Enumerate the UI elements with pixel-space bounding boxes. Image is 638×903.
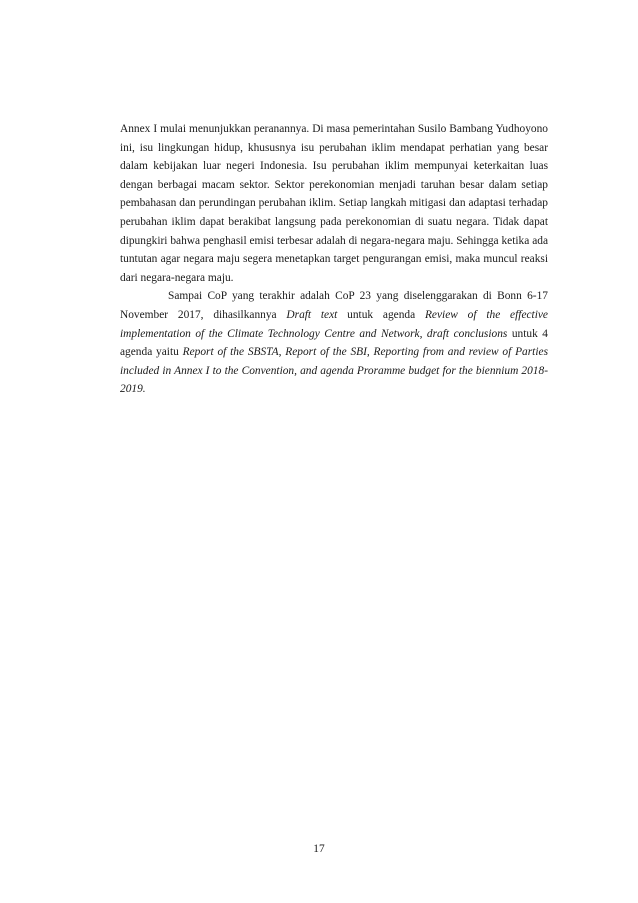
paragraph-2-text-3: untuk 4 agenda yaitu [120, 327, 549, 359]
paragraph-2-text-1: Sampai CoP yang terakhir adalah CoP 23 yang diselenggarakan di Bonn 6-17 November 2017, dihasilkannya [120, 290, 548, 321]
body-text [120, 120, 548, 399]
paragraph-1 [120, 120, 548, 287]
paragraph-1-text: Annex I mulai menunjukkan peranannya. Di masa pemerintahan Susilo Bambang Yudhoyono ini, isu lingkungan hidup, khususnya isu perubahan iklim mendapat perhatian yang besar dalam kebijakan luar negeri Indonesia. Isu perubahan iklim mempunyai keterkaitan luas dengan berbagai macam sektor. Sektor perekonomian menjadi taruhan besar dalam setiap pembahasan dan perundingan perubahan iklim. Setiap langkah mitigasi dan adaptasi terhadap perubahan iklim dapat berakibat langsung pada perekonomian di suatu negara. Tidak dapat dipungkiri bahwa penghasil emisi terbesar adalah di negara-negara maju. Sehingga ketika ada tuntutan agar negara maju segera menetapkan target pengurangan emisi, maka muncul reaksi dari negara-negara maju. [120, 123, 548, 284]
page-number: 17 [313, 843, 325, 855]
paragraph-2-text-2: untuk agenda [337, 308, 425, 321]
paragraph-2 [120, 287, 548, 399]
italic-agenda-list: Report of the SBSTA, Report of the SBI, Reporting from and review of Parties included in Annex I to the Convention, and agenda Proramme budget for the biennium 2018-2019. [120, 346, 548, 396]
italic-draft-text: Draft text [286, 308, 338, 321]
italic-review-title: Review of the effective implementation of the Climate Technology Centre and Network, draft conclusions [120, 308, 548, 340]
